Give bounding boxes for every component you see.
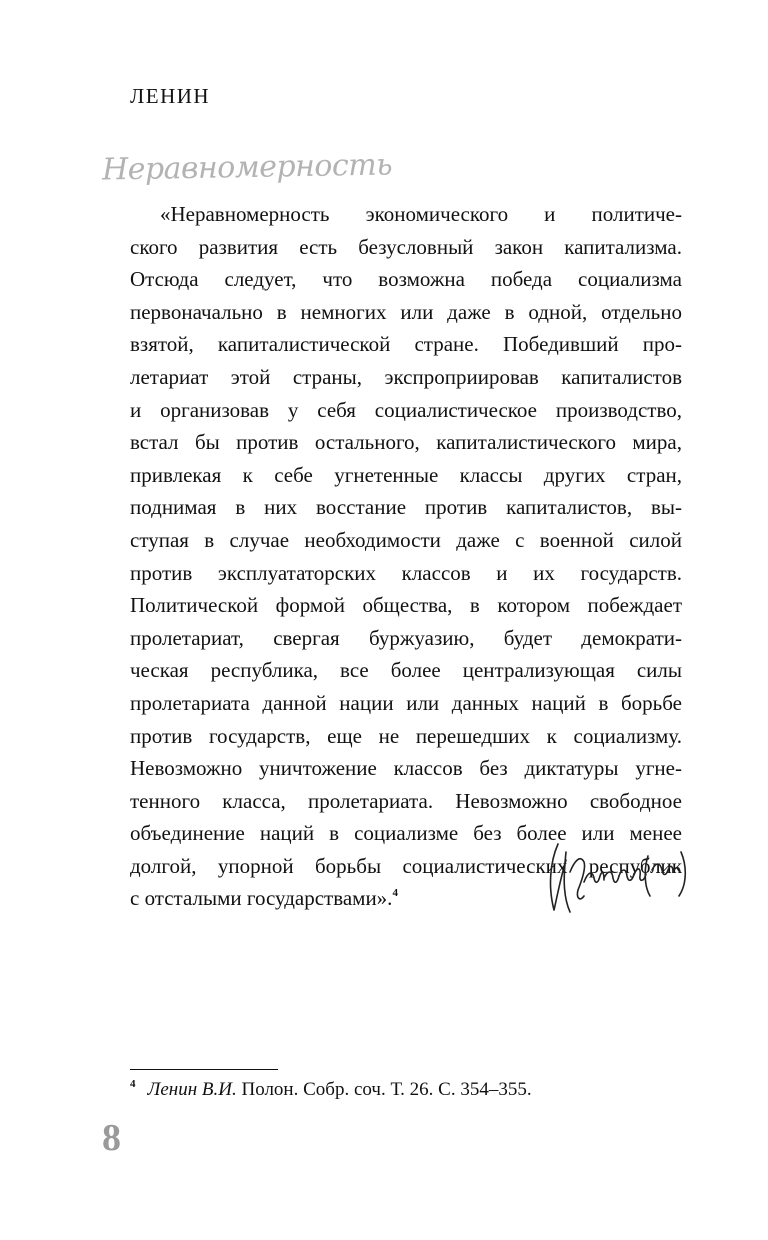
footnote-divider bbox=[130, 1069, 278, 1070]
quote-line: тенного класса, пролетариата. Невозможно свободное bbox=[130, 788, 682, 813]
quote-line-text: с отсталыми государствами». bbox=[130, 886, 393, 911]
quote-line: встал бы против остального, капиталистического мира, bbox=[130, 430, 682, 455]
quote-line: ступая в случае необходимости даже с военной силой bbox=[130, 527, 682, 552]
quote-line: «Неравномерность экономического и политиче- bbox=[160, 202, 682, 226]
quote-line: и организовав у себя социалистическое производство, bbox=[130, 397, 682, 422]
quote-line: Отсюда следует, что возможна победа социализма bbox=[130, 267, 682, 292]
quote-line: ского развития есть безусловный закон капитализма. bbox=[130, 234, 682, 259]
quote-line: Политической формой общества, в котором побеждает bbox=[130, 593, 682, 618]
page-number: 8 bbox=[102, 1117, 121, 1159]
quote-line: объединение наций в социализме без более или менее bbox=[130, 821, 682, 846]
quote-line: ческая республика, все более централизующая силы bbox=[130, 658, 682, 683]
quote-line: пролетариата данной нации или данных наций в борьбе bbox=[130, 690, 682, 715]
running-head: ЛЕНИН bbox=[130, 84, 211, 108]
margin-note: Неравномерность bbox=[101, 147, 393, 188]
quote-line: первоначально в немногих или даже в одной, отдельно bbox=[130, 299, 682, 324]
quote-line: долгой, упорной борьбы социалистических республик bbox=[130, 853, 682, 878]
footnote-mark: 4 bbox=[130, 1078, 136, 1090]
quote-line: Невозможно уничтожение классов без диктатуры угне- bbox=[130, 756, 682, 781]
footnote-source: Полон. Собр. соч. Т. 26. С. 354–355. bbox=[241, 1079, 532, 1100]
quote-line: взятой, капиталистической стране. Победивший про- bbox=[130, 332, 682, 357]
handwritten-signature-icon bbox=[540, 832, 690, 922]
quote-line: поднимая в них восстание против капиталистов, вы- bbox=[130, 495, 682, 520]
footnote-reference[interactable]: 4 bbox=[392, 887, 398, 900]
quote-line: против эксплуататорских классов и их государств. bbox=[130, 560, 682, 585]
footnote bbox=[130, 1078, 532, 1101]
quote-line: против государств, еще не перешедших к социализму. bbox=[130, 723, 682, 748]
quote-block bbox=[130, 198, 682, 915]
quote-line: летариат этой страны, экспроприировав капиталистов bbox=[130, 364, 682, 389]
quote-line: привлекая к себе угнетенные классы других стран, bbox=[130, 462, 682, 487]
quote-line: пролетариат, свергая буржуазию, будет демократи- bbox=[130, 625, 682, 650]
footnote-author: Ленин В.И. bbox=[147, 1079, 237, 1100]
